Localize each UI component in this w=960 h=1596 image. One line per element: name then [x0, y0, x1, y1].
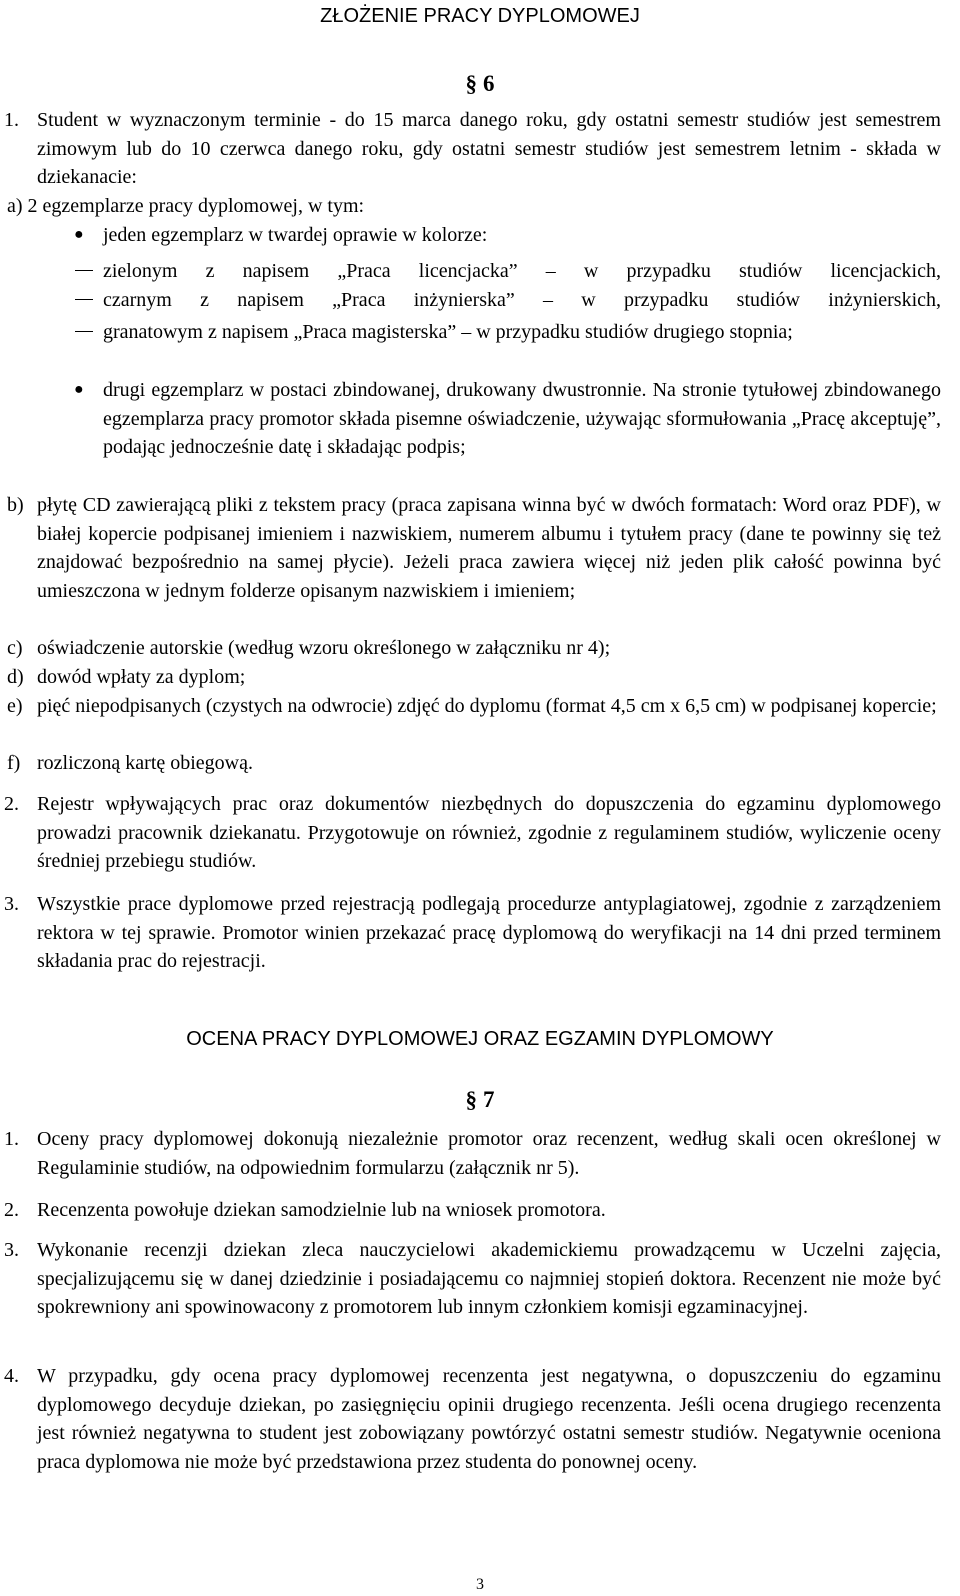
dash-item-1: zielonym z napisem „Praca licencjacka” – w przypadku studiów licencjackich,	[103, 260, 941, 282]
item-label: e)	[7, 695, 23, 717]
item-b: płytę CD zawierającą pliki z tekstem pracy (praca zapisana winna być w dwóch formatach: Word oraz PDF), w białej kopercie podpisanej imieniem i nazwiskiem, numerem albumu i tytułem pracy (dane te powinny się też znajdować bezpośrednio na samej płycie). Jeżeli praca zawiera więcej niż jeden plik całość powinna być umieszczona w jednym folderze opisanym nazwiskiem i imieniem;	[37, 494, 941, 602]
item-label: f)	[7, 752, 21, 774]
list-number: 3.	[4, 893, 19, 915]
bullet-item-1: jeden egzemplarz w twardej oprawie w kolorze:	[103, 224, 488, 246]
bullet-icon: ●	[74, 226, 84, 243]
paragraph-7-3: Wykonanie recenzji dziekan zleca nauczycielowi akademickiemu prowadzącemu w Uczelni zajęcia, specjalizującemu się w danej dziedzinie i posiadającemu co najmniej stopień doktora. Recenzent nie może być spokrewniony ani spowinowacony z promotorem lub innym członkiem komisji egzaminacyjnej.	[37, 1239, 941, 1319]
dash-item-2: czarnym z napisem „Praca inżynierska” – w przypadku studiów inżynierskich,	[103, 289, 941, 311]
bullet-icon: ●	[74, 381, 84, 398]
paragraph-7-4: W przypadku, gdy ocena pracy dyplomowej recenzenta jest negatywna, o dopuszczeniu do egzaminu dyplomowego decyduje dziekan, po zasięgnięciu opinii drugiego recenzenta. Jeśli ocena drugiego recenzenta jest również negatywna to student jest zobowiązany powtórzyć ostatni semestr studiów. Negatywnie oceniona praca dyplomowa nie może być przedstawiona przez studenta do ponownej oceny.	[37, 1365, 941, 1473]
item-e: pięć niepodpisanych (czystych na odwrocie) zdjęć do dyplomu (format 4,5 cm x 6,5 cm) w podpisanej kopercie;	[37, 695, 937, 717]
section-number: 7	[483, 1087, 495, 1112]
chapter-heading-evaluation: OCENA PRACY DYPLOMOWEJ ORAZ EGZAMIN DYPLOMOWY	[186, 1028, 774, 1050]
dash-item-3: granatowym z napisem „Praca magisterska” – w przypadku studiów drugiego stopnia;	[103, 321, 793, 343]
paragraph-7-1: Oceny pracy dyplomowej dokonują niezależnie promotor oraz recenzent, według skali ocen określonej w Regulaminie studiów, na odpowiednim formularzu (załącznik nr 5).	[37, 1128, 941, 1179]
section-symbol: §	[465, 1087, 477, 1112]
list-number: 2.	[4, 1199, 19, 1221]
paragraph-intro: Student w wyznaczonym terminie - do 15 marca danego roku, gdy ostatni semestr studiów jest semestrem zimowym lub do 10 czerwca danego roku, gdy ostatni semestr studiów jest semestrem letnim - składa w dziekanacie:	[37, 109, 941, 189]
bullet-item-2: drugi egzemplarz w postaci zbindowanej, drukowany dwustronnie. Na stronie tytułowej zbindowanego egzemplarza pracy promotor składa pisemne oświadczenie, używając sformułowania „Pracę akceptuję”, podając jednocześnie datę i składając podpis;	[103, 379, 941, 459]
chapter-heading-submission: ZŁOŻENIE PRACY DYPLOMOWEJ	[320, 5, 640, 27]
page-number: 3	[476, 1576, 484, 1593]
dash-icon	[75, 331, 93, 332]
section-7-heading	[0, 1086, 960, 1114]
list-number: 1.	[4, 109, 19, 131]
item-c: oświadczenie autorskie (według wzoru określonego w załączniku nr 4);	[37, 637, 611, 659]
item-a: a) 2 egzemplarze pracy dyplomowej, w tym:	[7, 195, 365, 217]
list-number: 4.	[4, 1365, 19, 1387]
item-label: b)	[7, 494, 24, 516]
list-number: 2.	[4, 793, 19, 815]
item-label: c)	[7, 637, 23, 659]
list-number: 3.	[4, 1239, 19, 1261]
list-number: 1.	[4, 1128, 19, 1150]
item-f: rozliczoną kartę obiegową.	[37, 752, 254, 774]
dash-icon	[75, 270, 93, 271]
paragraph-2: Rejestr wpływających prac oraz dokumentów niezbędnych do dopuszczenia do egzaminu dyplomowego prowadzi pracownik dziekanatu. Przygotowuje on również, zgodnie z regulaminem studiów, wyliczenie oceny średniej przebiegu studiów.	[37, 793, 941, 873]
section-symbol: §	[465, 71, 477, 96]
item-label: d)	[7, 666, 24, 688]
item-d: dowód wpłaty za dyplom;	[37, 666, 246, 688]
dash-icon	[75, 299, 93, 300]
section-number: 6	[483, 71, 495, 96]
section-6-heading	[0, 70, 960, 98]
paragraph-7-2: Recenzenta powołuje dziekan samodzielnie lub na wniosek promotora.	[37, 1199, 606, 1221]
paragraph-3: Wszystkie prace dyplomowe przed rejestracją podlegają procedurze antyplagiatowej, zgodnie z zarządzeniem rektora w tej sprawie. Promotor winien przekazać pracę dyplomową do weryfikacji na 14 dni przed terminem składania prac do rejestracji.	[37, 893, 941, 973]
